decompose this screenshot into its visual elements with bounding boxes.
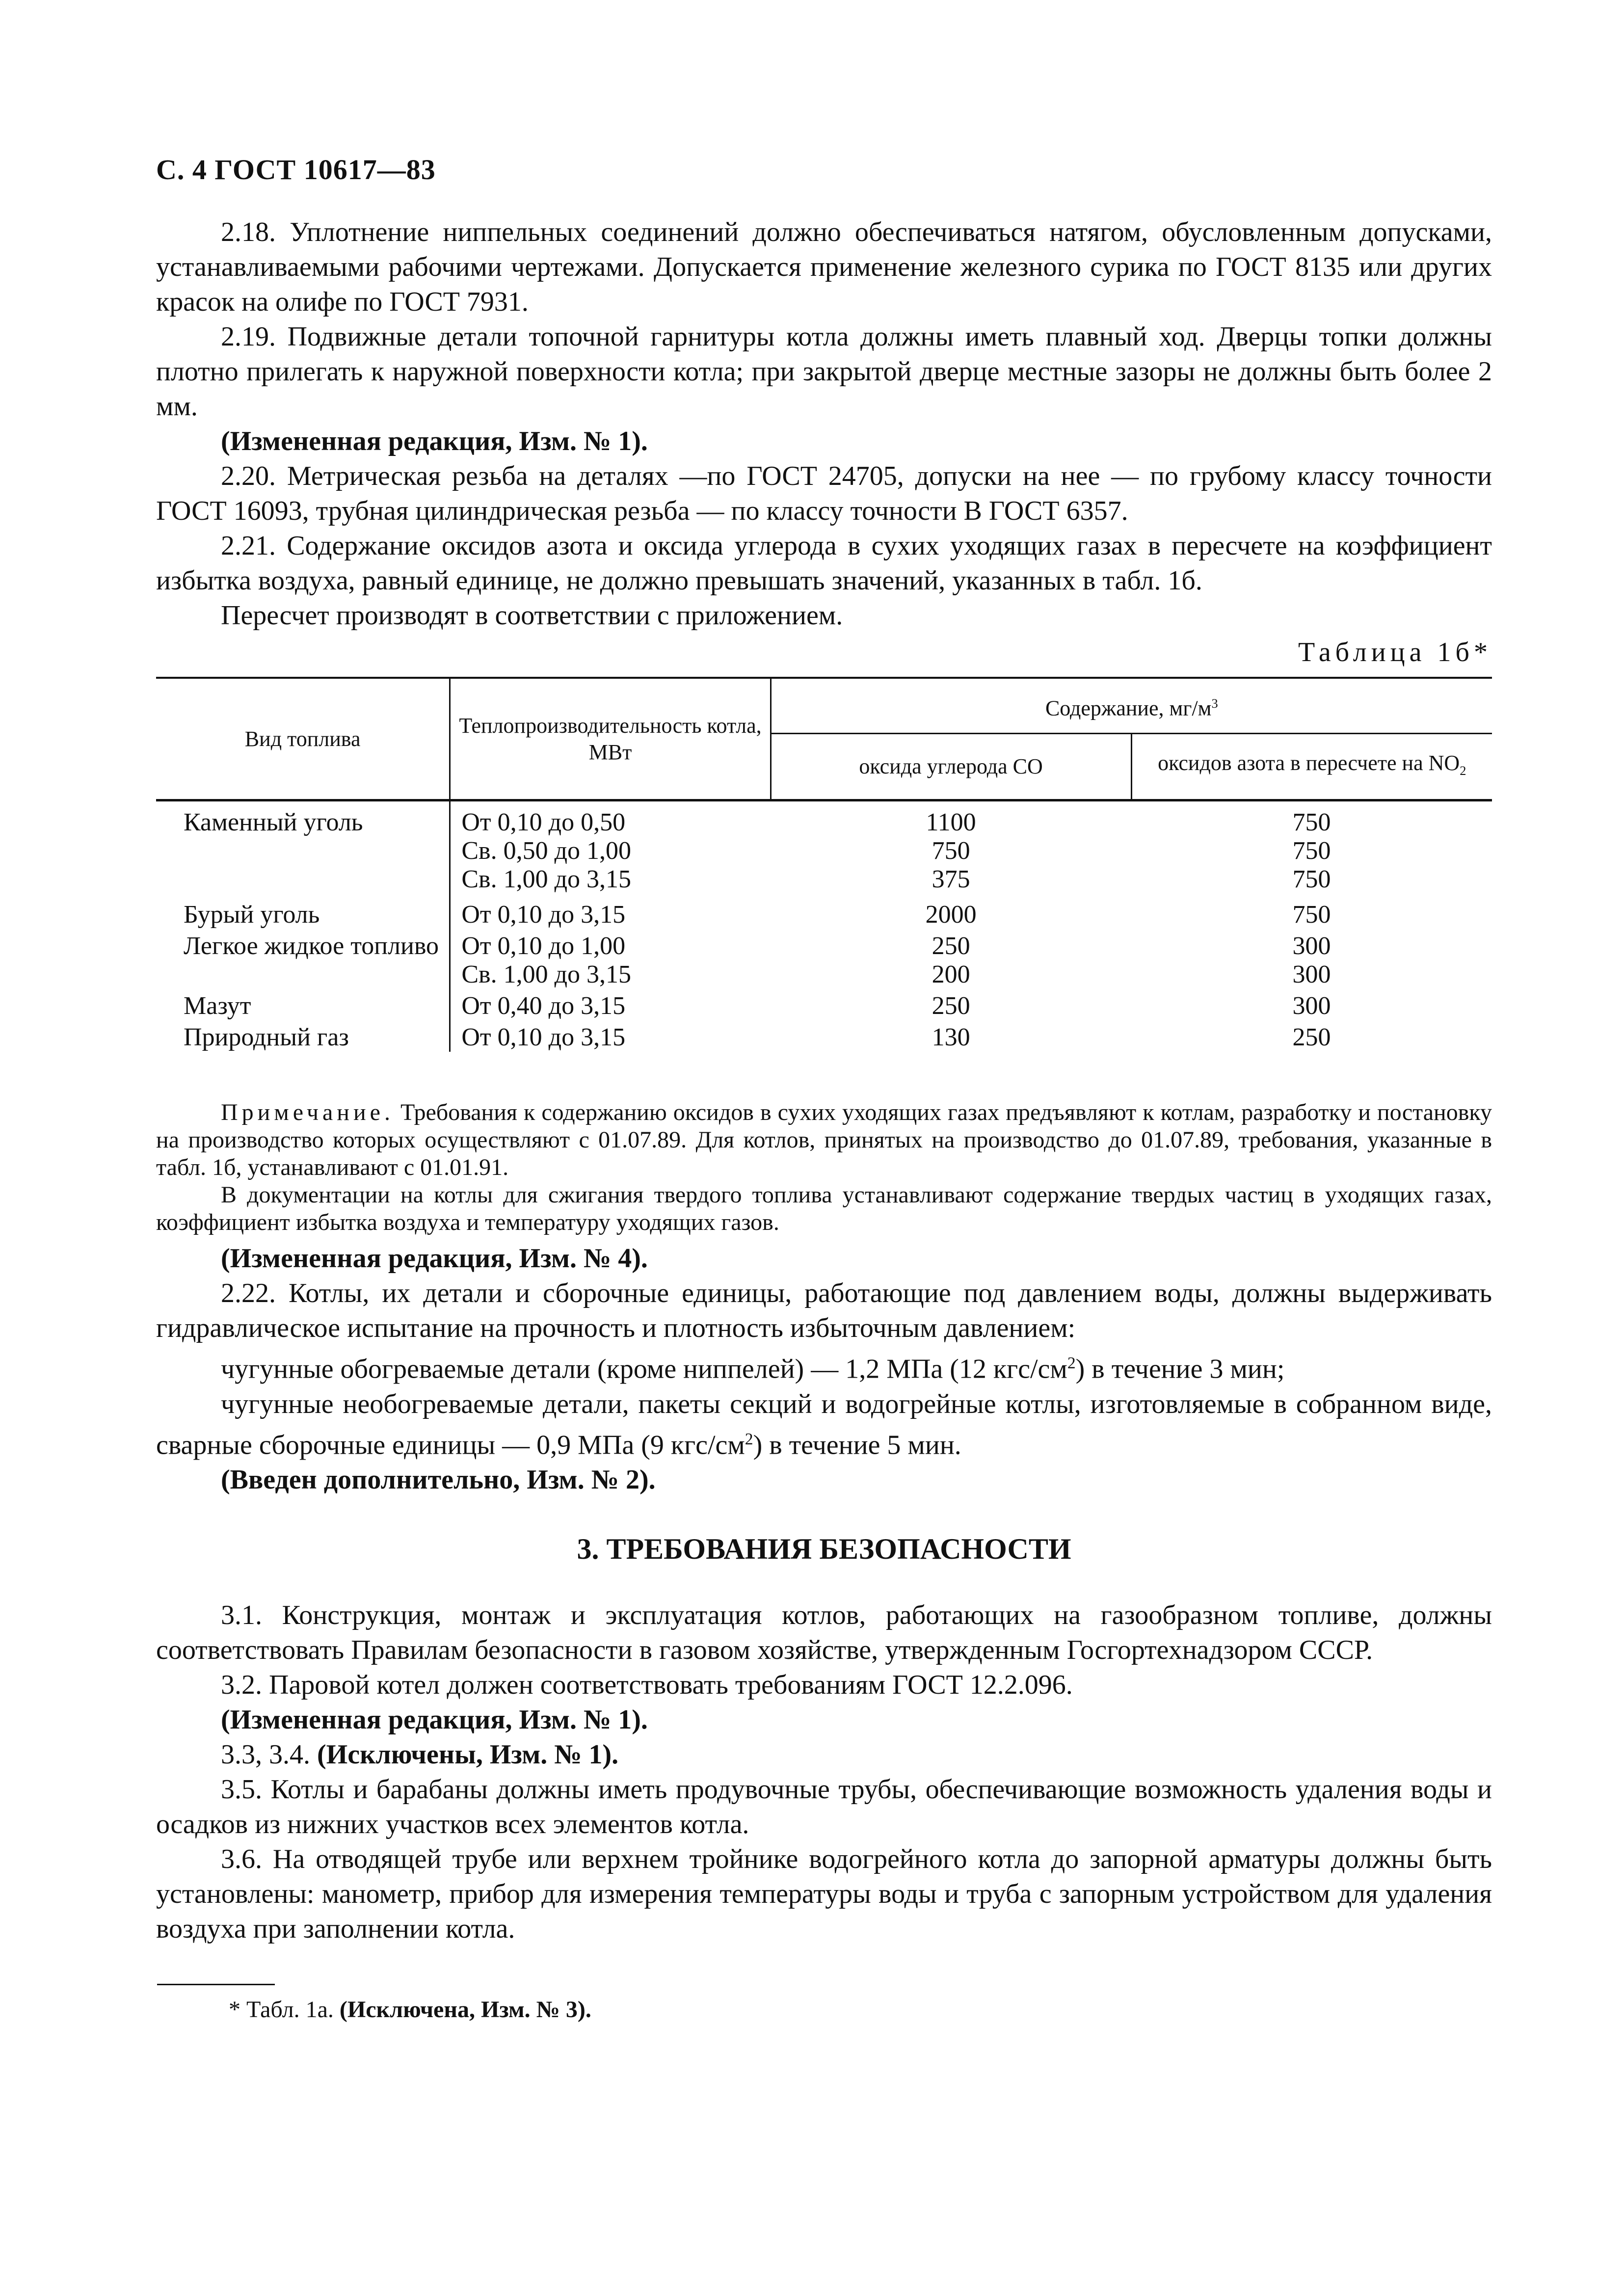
- page-header: С. 4 ГОСТ 10617—83: [156, 154, 436, 186]
- cell-co: 2000: [925, 901, 977, 929]
- paragraph-3-3-3-4: [156, 1737, 1492, 1772]
- section-3-heading: 3. ТРЕБОВАНИЯ БЕЗОПАСНОСТИ: [577, 1533, 1071, 1566]
- header-content: [771, 678, 1492, 734]
- paragraph-3-6: 3.6. На отводящей трубе или верхнем тройнике водогрейного котла до запорной арматуры должны быть установлены: манометр, прибор для измерения температуры воды и труба с запорным устройством для удаления воздуха при заполнении котла.: [156, 1844, 1492, 1945]
- table-row: [156, 1020, 1492, 1052]
- p222b-sup: 2: [745, 1430, 753, 1448]
- cell-range: Св. 1,00 до 3,15: [450, 960, 771, 989]
- cell-range: От 0,10 до 3,15: [450, 1020, 771, 1052]
- table-row: [156, 800, 1492, 837]
- cell-co: 250: [932, 932, 970, 960]
- table-row: [156, 989, 1492, 1020]
- cell-nox: 750: [1292, 837, 1331, 865]
- cell-nox: 750: [1292, 901, 1331, 929]
- table-note: [156, 1099, 1492, 1236]
- table-caption: Таблица 1б*: [1298, 637, 1492, 667]
- cell-co: 750: [932, 837, 970, 865]
- paragraph-3-2: 3.2. Паровой котел должен соответствовать требованиям ГОСТ 12.2.096.: [221, 1670, 1073, 1701]
- header-content-sup: 3: [1211, 695, 1218, 711]
- header-nox-sub: 2: [1460, 763, 1466, 778]
- header-nox-label: оксидов азота в пересчете на NO: [1158, 750, 1460, 775]
- header-nox: [1131, 734, 1492, 800]
- header-co: оксида углерода СО: [771, 734, 1131, 800]
- paragraph-2-22-a: [156, 1346, 1492, 1387]
- cell-range: Св. 1,00 до 3,15: [450, 865, 771, 894]
- paragraph-top-1: 2.19. Подвижные детали топочной гарнитуры котла должны иметь плавный ход. Дверцы топки должны плотно прилегать к наружной поверхности котла; при закрытой дверце местные зазоры не должны быть более 2 мм.: [156, 321, 1492, 422]
- cell-range: От 0,10 до 3,15: [450, 894, 771, 929]
- table-row: [156, 837, 1492, 865]
- paragraph-top-3: 2.20. Метрическая резьба на деталях —по ГОСТ 24705, допуски на нее — по грубому классу точности ГОСТ 16093, трубная цилиндрическая резьба — по классу точности В ГОСТ 6357.: [156, 461, 1492, 526]
- top-paragraphs: [156, 215, 1492, 633]
- paragraph-top-0: 2.18. Уплотнение ниппельных соединений должно обеспечиваться натягом, обусловленным допусками, устанавливаемыми рабочими чертежами. Допускается применение железного сурика по ГОСТ 8135 или других красок на олифе по ГОСТ 7931.: [156, 217, 1492, 317]
- cell-range: От 0,10 до 0,50: [450, 800, 771, 837]
- cell-fuel: Легкое жидкое топливо: [184, 932, 439, 960]
- p334-num: 3.3, 3.4.: [221, 1739, 310, 1770]
- paragraph-top-5: Пересчет производят в соответствии с приложением.: [221, 600, 843, 631]
- table-row: [156, 894, 1492, 929]
- footnote-rule: [157, 1984, 275, 1985]
- cell-fuel: [156, 960, 450, 989]
- document-body: [156, 215, 1492, 2027]
- header-fuel: Вид топлива: [156, 678, 450, 800]
- note-text-1: Требования к содержанию оксидов в сухих уходящих газах предъявляют к котлам, разработку и постановку на производство которых осуществляют с 01.07.89. Для котлов, принятых на производство до 01.07.89, требования, указанные в табл. 1б, устанавливают с 01.01.91.: [156, 1099, 1492, 1180]
- cell-range: От 0,10 до 1,00: [450, 929, 771, 960]
- table-row: [156, 865, 1492, 894]
- cell-fuel: Каменный уголь: [184, 808, 363, 836]
- p222a-sup: 2: [1067, 1354, 1076, 1372]
- paragraph-2-22: 2.22. Котлы, их детали и сборочные единицы, работающие под давлением воды, должны выдерживать гидравлическое испытание на прочность и плотность избыточным давлением:: [156, 1278, 1492, 1343]
- cell-fuel: [156, 837, 450, 865]
- cell-nox: 250: [1292, 1023, 1331, 1051]
- paragraph-3-1: 3.1. Конструкция, монтаж и эксплуатация котлов, работающих на газообразном топливе, должны соответствовать Правилам безопасности в газовом хозяйстве, утвержденным Госгортехнадзором СССР.: [156, 1600, 1492, 1666]
- cell-co: 200: [932, 960, 970, 988]
- header-content-label: Содержание, мг/м: [1045, 696, 1212, 720]
- cell-co: 250: [932, 992, 970, 1020]
- p222a-end: ) в течение 3 мин;: [1075, 1354, 1285, 1385]
- p222b-end: ) в течение 5 мин.: [753, 1430, 961, 1461]
- cell-nox: 750: [1292, 808, 1331, 836]
- footnote: [156, 1992, 1492, 2027]
- paragraph-top-2: (Измененная редакция, Изм. № 1).: [221, 426, 648, 456]
- cell-nox: 300: [1292, 932, 1331, 960]
- cell-fuel: [156, 865, 450, 894]
- cell-nox: 750: [1292, 865, 1331, 893]
- table-row: [156, 960, 1492, 989]
- p222a-text: чугунные обогреваемые детали (кроме ниппелей) — 1,2 МПа (12 кгс/см: [221, 1354, 1067, 1385]
- footnote-plain: * Табл. 1а.: [229, 1997, 334, 2023]
- p334-bold: (Исключены, Изм. № 1).: [317, 1739, 619, 1770]
- cell-co: 375: [932, 865, 970, 893]
- paragraph-3-5: 3.5. Котлы и барабаны должны иметь продувочные трубы, обеспечивающие возможность удаления воды и осадков из нижних участков всех элементов котла.: [156, 1774, 1492, 1840]
- header-power: Теплопроизводительность котла, МВт: [450, 678, 771, 800]
- cell-range: Св. 0,50 до 1,00: [450, 837, 771, 865]
- footnote-bold: (Исключена, Изм. № 3).: [339, 1997, 591, 2023]
- cell-range: От 0,40 до 3,15: [450, 989, 771, 1020]
- amendment-1-b: (Измененная редакция, Изм. № 1).: [221, 1705, 648, 1735]
- p222b-text: чугунные необогреваемые детали, пакеты секций и водогрейные котлы, изготовляемые в собранном виде, сварные сборочные единицы — 0,9 МПа (9 кгс/см: [156, 1388, 1492, 1461]
- cell-fuel: Бурый уголь: [184, 901, 320, 929]
- paragraph-top-4: 2.21. Содержание оксидов азота и оксида углерода в сухих уходящих газах в пересчете на коэффициент избытка воздуха, равный единице, не должно превышать значений, указанных в табл. 1б.: [156, 531, 1492, 596]
- cell-nox: 300: [1292, 992, 1331, 1020]
- cell-co: 1100: [926, 808, 976, 836]
- cell-co: 130: [932, 1023, 970, 1051]
- note-text-2: В документации на котлы для сжигания твердого топлива устанавливают содержание твердых частиц в уходящих газах, коэффициент избытка воздуха и температуру уходящих газов.: [156, 1182, 1492, 1235]
- cell-nox: 300: [1292, 960, 1331, 988]
- table-row: [156, 929, 1492, 960]
- paragraph-2-22-b: [156, 1387, 1492, 1463]
- cell-fuel: Природный газ: [184, 1023, 349, 1051]
- amendment-2: (Введен дополнительно, Изм. № 2).: [221, 1465, 656, 1495]
- emissions-table: [156, 677, 1492, 1052]
- note-label: Примечание.: [221, 1099, 394, 1125]
- amendment-4: (Измененная редакция, Изм. № 4).: [221, 1243, 648, 1274]
- table-body: [156, 800, 1492, 1052]
- cell-fuel: Мазут: [184, 992, 251, 1020]
